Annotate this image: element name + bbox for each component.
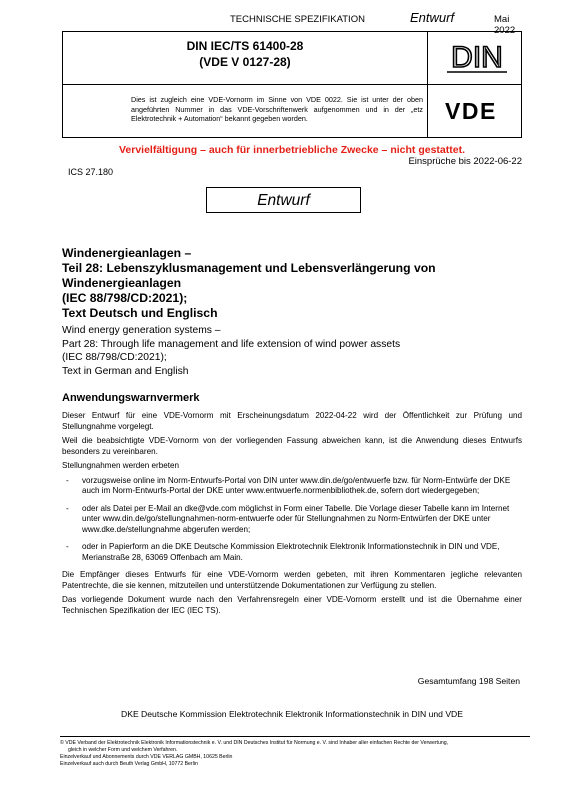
header-line [62, 10, 522, 36]
total-pages: Gesamtumfang 198 Seiten [417, 676, 520, 686]
list-item: - oder als Datei per E-Mail an dke@vde.com möglichst in Form einer Tabelle. Die Vorlage dieser Tabelle kann im Internet unter www.din.de/go/stellungnahmen-norm-entwuerfe oder für Stellungnahmen zu Norm-Entwürfen der DKE unter www.dke.de/stellungnahme abgerufen werden; [62, 504, 522, 536]
paragraph: Die Empfänger dieses Entwurfs für eine VDE-Vornorm werden gebeten, mit ihren Kommentaren jegliche relevanten Patentrechte, die sie kennen, mitzuteilen und unterstützende Dokumentationen zur Verfügung zu stellen. [62, 570, 522, 590]
title-line: Text in German and English [62, 365, 189, 377]
footer-line: Einzelverkauf und Abonnements durch VDE VERLAG GMBH, 10625 Berlin [60, 754, 233, 760]
ics-code: ICS 27.180 [68, 167, 114, 177]
list-item-text: vorzugsweise online im Norm-Entwurfs-Portal von DIN unter www.din.de/go/entwuerfe bzw. für Norm-Entwürfe der DKE auch im Norm-Entwurfs-Portal der DKE unter www.entwuerfe.normenbibliothek.de, sofern dort wiedergegeben; [82, 475, 511, 495]
paragraph: Stellungnahmen werden erbeten [62, 461, 179, 470]
footer-line: gleich in welcher Form und welchem Verfahren. [68, 747, 178, 753]
din-logo [446, 38, 508, 74]
title-line: (IEC 88/798/CD:2021); [62, 291, 188, 305]
list-item: - vorzugsweise online im Norm-Entwurfs-Portal von DIN unter www.din.de/go/entwuerfe bzw. für Norm-Entwürfe der DKE auch im Norm-Entwurfs-Portal der DKE unter www.entwuerfe.normenbibliothek.de, sofern dort wiedergegeben; [62, 476, 522, 497]
footer-line: Einzelverkauf auch durch Beuth Verlag GmbH, 10772 Berlin [60, 761, 198, 767]
draft-box: Entwurf [206, 187, 361, 213]
footer [60, 736, 530, 768]
document-type: TECHNISCHE SPEZIFIKATION [230, 14, 365, 25]
footer-line: © VDE Verband der Elektrotechnik Elektronik Informationstechnik e. V. und DIN Deutsches Institut für Normung e. V. sind Inhaber aller einfachen Rechte der Verwertung, [60, 740, 449, 746]
paragraph: Weil die beabsichtigte VDE-Vornorm von der vorliegenden Fassung abweichen kann, ist die Anwendung dieses Entwurfs besonders zu vereinbaren. [62, 436, 522, 456]
list-item-text: oder als Datei per E-Mail an dke@vde.com möglichst in Form einer Tabelle. Die Vorlage dieser Tabelle kann im Internet unter www.din.de/go/stellungnahmen-norm-entwuerfe oder für Stellungnahmen zu Norm-Entwürfen der DKE unter www.dke.de/stellungnahme abgerufen werden; [82, 503, 510, 534]
title-block [62, 31, 522, 138]
copy-warning: Vervielfältigung – auch für innerbetriebliche Zwecke – nicht gestattet. [118, 144, 465, 156]
committee: DKE Deutsche Kommission Elektrotechnik Elektronik Informationstechnik in DIN und VDE [121, 709, 463, 719]
title-line: Wind energy generation systems – [62, 325, 221, 336]
title-line: Windenergieanlagen – [62, 246, 192, 260]
title-line: Windenergieanlagen [62, 276, 182, 290]
title-line: (IEC 88/798/CD:2021); [62, 352, 167, 363]
title-line: Part 28: Through life management and life extension of wind power assets [62, 338, 401, 350]
list-item-text: oder in Papierform an die DKE Deutsche Kommission Elektrotechnik Elektronik Informationstechnik in DIN und VDE, Merianstraße 28, 63069 Offenbach am Main. [82, 542, 500, 562]
paragraph: Das vorliegende Dokument wurde nach den Verfahrensregeln einer VDE-Vornorm erstellt und ist die Übernahme einer Technischen Spezifikation der IEC (IEC TS). [62, 595, 522, 615]
vde-number: (VDE V 0127-28) [199, 55, 291, 69]
vde-notice: Dies ist zugleich eine VDE-Vornorm im Sinne von VDE 0022. Sie ist unter der oben angeführten Nummer in das VDE-Vorschriftenwerk aufgenommen und in der „etz Elektrotechnik + Automation“ bekannt gegeben worden. [131, 95, 423, 124]
list-item: - oder in Papierform an die DKE Deutsche Kommission Elektrotechnik Elektronik Informationstechnik in DIN und VDE, Merianstraße 28, 63069 Offenbach am Main. [62, 542, 522, 563]
english-title [62, 324, 522, 378]
standard-numbers [63, 38, 427, 70]
title-line: Teil 28: Lebenszyklusmanagement und Lebensverlängerung von [62, 261, 436, 275]
divider [63, 84, 521, 85]
section-heading: Anwendungswarnvermerk [62, 392, 200, 404]
din-logo-text: DIN [451, 41, 503, 74]
objection-date: Einsprüche bis 2022-06-22 [408, 156, 522, 167]
german-title [62, 246, 522, 321]
publication-date: Mai 2022 [494, 14, 516, 36]
din-number: DIN IEC/TS 61400-28 [186, 39, 304, 53]
draft-label: Entwurf [410, 10, 455, 25]
paragraph: Dieser Entwurf für eine VDE-Vornorm mit Erscheinungsdatum 2022-04-22 wird der Öffentlichkeit zur Prüfung und Stellungnahme vorgelegt. [62, 411, 522, 431]
notice-body [62, 411, 522, 620]
vde-logo: VDE [445, 98, 497, 124]
title-line: Text Deutsch und Englisch [62, 306, 218, 320]
